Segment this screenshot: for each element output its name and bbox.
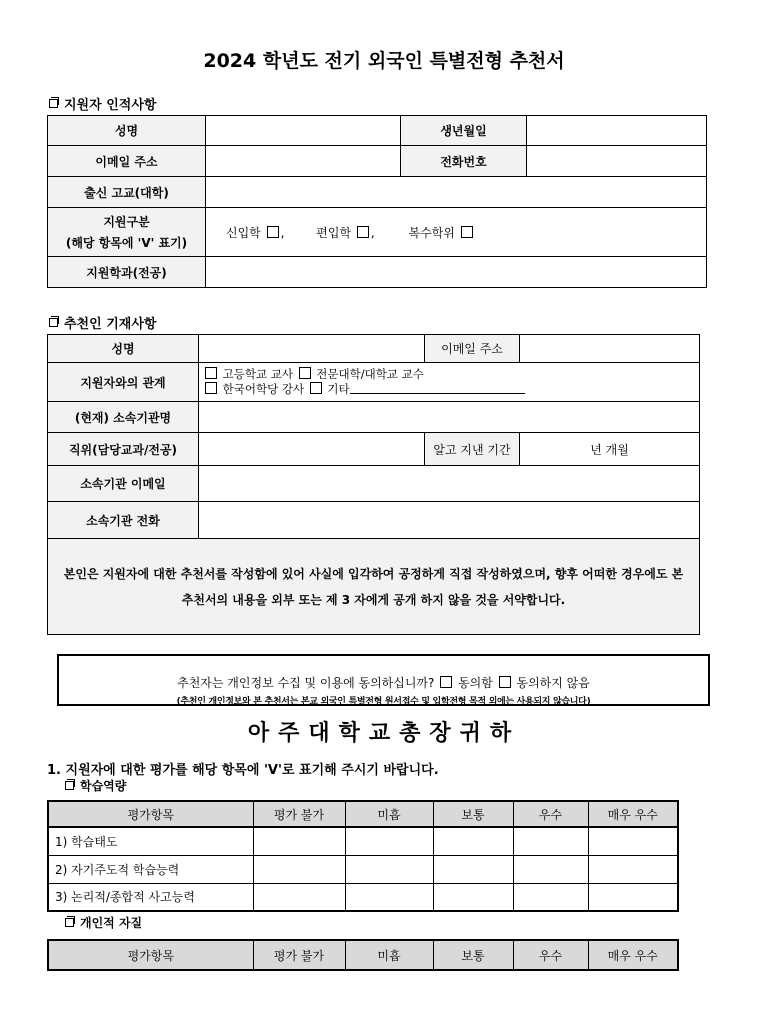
eval-row-label: 1) 학습태도 bbox=[48, 827, 253, 855]
consent-question: 추천자는 개인정보 수집 및 이용에 동의하십니까? bbox=[177, 676, 435, 690]
recommender-heading-text: 추천인 기재사항 bbox=[64, 317, 157, 332]
privacy-consent-box bbox=[57, 654, 710, 706]
relation-other-checkbox[interactable] bbox=[310, 382, 322, 394]
type-option-transfer-checkbox[interactable] bbox=[357, 226, 369, 238]
eval-section1-heading bbox=[65, 777, 126, 794]
eval-header-unable: 평가 불가 bbox=[253, 801, 345, 827]
eval-cell[interactable] bbox=[433, 883, 513, 911]
applicant-school-field[interactable] bbox=[206, 177, 707, 208]
eval-cell[interactable] bbox=[513, 855, 588, 883]
applicant-heading-text: 지원자 인적사항 bbox=[64, 98, 157, 113]
eval-row-label: 2) 자기주도적 학습능력 bbox=[48, 855, 253, 883]
recommender-position-label: 직위(담당교과/전공) bbox=[48, 433, 199, 466]
recommender-position-field[interactable] bbox=[199, 433, 425, 466]
pledge-statement-cell bbox=[48, 539, 700, 635]
applicant-type-label-line1: 지원구분 bbox=[103, 215, 150, 229]
applicant-type-options: 신입학 , 편입학 , 복수학위 bbox=[206, 208, 707, 257]
eval-cell[interactable] bbox=[588, 827, 678, 855]
applicant-major-field[interactable] bbox=[206, 257, 707, 288]
eval-header-good: 우수 bbox=[513, 801, 588, 827]
eval-cell[interactable] bbox=[513, 883, 588, 911]
eval-header-unable: 평가 불가 bbox=[253, 940, 345, 970]
relation-other-input-line[interactable] bbox=[350, 382, 525, 394]
eval-table-personal bbox=[47, 939, 679, 971]
eval-cell[interactable] bbox=[253, 883, 345, 911]
relation-language-instructor-checkbox[interactable] bbox=[205, 382, 217, 394]
eval-cell[interactable] bbox=[345, 855, 433, 883]
eval-header-average: 보통 bbox=[433, 940, 513, 970]
pledge-statement-line2: 추천서의 내용을 외부 또는 제 3 자에게 공개 하지 않을 것을 서약합니다. bbox=[181, 592, 566, 607]
page-title: 2024 학년도 전기 외국인 특별전형 추천서 bbox=[203, 50, 565, 72]
eval-cell[interactable] bbox=[433, 855, 513, 883]
recommender-relation-label: 지원자와의 관계 bbox=[48, 363, 199, 402]
relation-language-instructor-label: 한국어학당 강사 bbox=[222, 382, 305, 396]
type-option-dual-label: 복수학위 bbox=[408, 225, 455, 240]
applicant-email-field[interactable] bbox=[206, 146, 401, 177]
consent-note: (추천인 개인정보와 본 추천서는 본교 외국인 특별전형 원서접수 및 입학전형 목적 외에는 사용되지 않습니다) bbox=[176, 697, 591, 707]
eval-section1-heading-text: 학습역량 bbox=[80, 779, 127, 793]
consent-disagree-checkbox[interactable] bbox=[499, 676, 511, 688]
recommender-org-field[interactable] bbox=[199, 402, 700, 433]
checkbox-square-icon bbox=[65, 781, 74, 790]
eval-header-poor: 미흡 bbox=[345, 801, 433, 827]
eval-cell[interactable] bbox=[345, 827, 433, 855]
recommender-name-label: 성명 bbox=[48, 335, 199, 363]
type-option-new-label: 신입학 bbox=[226, 225, 261, 240]
checkbox-square-icon bbox=[49, 318, 58, 327]
closing-addressee: 아주대학교총장귀하 bbox=[247, 721, 521, 746]
table-row bbox=[48, 855, 678, 883]
known-period-label: 알고 지낸 기간 bbox=[425, 433, 520, 466]
eval-cell[interactable] bbox=[253, 855, 345, 883]
recommender-org-phone-field[interactable] bbox=[199, 502, 700, 539]
recommender-org-email-field[interactable] bbox=[199, 466, 700, 502]
eval-cell[interactable] bbox=[588, 855, 678, 883]
relation-professor-checkbox[interactable] bbox=[299, 367, 311, 379]
applicant-table bbox=[47, 115, 707, 288]
applicant-phone-field[interactable] bbox=[527, 146, 707, 177]
eval-header-good: 우수 bbox=[513, 940, 588, 970]
eval-section2-heading-text: 개인적 자질 bbox=[80, 916, 143, 930]
recommender-table bbox=[47, 334, 700, 635]
recommender-name-field[interactable] bbox=[199, 335, 425, 363]
applicant-phone-label: 전화번호 bbox=[401, 146, 527, 177]
applicant-major-label: 지원학과(전공) bbox=[48, 257, 206, 288]
recommender-section-heading bbox=[49, 313, 156, 332]
eval-header-average: 보통 bbox=[433, 801, 513, 827]
relation-other-label: 기타 bbox=[327, 382, 350, 396]
type-option-transfer-label: 편입학 bbox=[316, 225, 352, 240]
recommender-email-field[interactable] bbox=[520, 335, 700, 363]
applicant-name-label: 성명 bbox=[48, 116, 206, 146]
eval-header-poor: 미흡 bbox=[345, 940, 433, 970]
known-period-field[interactable]: 년 개월 bbox=[520, 433, 700, 466]
eval-cell[interactable] bbox=[253, 827, 345, 855]
eval-cell[interactable] bbox=[588, 883, 678, 911]
type-option-new-checkbox[interactable] bbox=[267, 226, 279, 238]
recommender-org-phone-label: 소속기관 전화 bbox=[48, 502, 199, 539]
applicant-section-heading bbox=[49, 94, 156, 113]
eval-row-label: 3) 논리적/종합적 사고능력 bbox=[48, 883, 253, 911]
applicant-school-label: 출신 고교(대학) bbox=[48, 177, 206, 208]
type-option-dual-checkbox[interactable] bbox=[461, 226, 473, 238]
pledge-statement-line1: 본인은 지원자에 대한 추천서를 작성함에 있어 사실에 입각하여 공정하게 직접 작성하였으며, 향후 어떠한 경우에도 본 bbox=[63, 566, 684, 581]
consent-disagree-label: 동의하지 않음 bbox=[516, 676, 590, 690]
recommender-org-label: (현재) 소속기관명 bbox=[48, 402, 199, 433]
eval-cell[interactable] bbox=[345, 883, 433, 911]
consent-question-line bbox=[59, 674, 708, 691]
recommender-org-email-label: 소속기관 이메일 bbox=[48, 466, 199, 502]
eval-section2-heading bbox=[65, 914, 142, 931]
evaluation-instruction: 1. 지원자에 대한 평가를 해당 항목에 'V'로 표기해 주시기 바랍니다. bbox=[47, 763, 439, 778]
checkbox-square-icon bbox=[65, 918, 74, 927]
table-row bbox=[48, 883, 678, 911]
recommender-email-label: 이메일 주소 bbox=[425, 335, 520, 363]
applicant-birth-field[interactable] bbox=[527, 116, 707, 146]
applicant-name-field[interactable] bbox=[206, 116, 401, 146]
eval-header-item: 평가항목 bbox=[48, 940, 253, 970]
relation-hs-teacher-checkbox[interactable] bbox=[205, 367, 217, 379]
applicant-birth-label: 생년월일 bbox=[401, 116, 527, 146]
eval-header-excellent: 매우 우수 bbox=[588, 940, 678, 970]
eval-cell[interactable] bbox=[513, 827, 588, 855]
applicant-type-label bbox=[48, 208, 206, 257]
consent-agree-label: 동의함 bbox=[458, 676, 493, 690]
applicant-type-label-line2: (해당 항목에 'V' 표기) bbox=[65, 236, 188, 250]
checkbox-square-icon bbox=[49, 99, 58, 108]
eval-header-item: 평가항목 bbox=[48, 801, 253, 827]
eval-cell[interactable] bbox=[433, 827, 513, 855]
applicant-email-label: 이메일 주소 bbox=[48, 146, 206, 177]
relation-professor-label: 전문대학/대학교 교수 bbox=[316, 367, 424, 381]
relation-hs-teacher-label: 고등학교 교사 bbox=[222, 367, 293, 381]
table-row bbox=[48, 827, 678, 855]
consent-agree-checkbox[interactable] bbox=[440, 676, 452, 688]
eval-table-learning bbox=[47, 800, 679, 912]
eval-header-excellent: 매우 우수 bbox=[588, 801, 678, 827]
relation-options bbox=[199, 363, 700, 402]
